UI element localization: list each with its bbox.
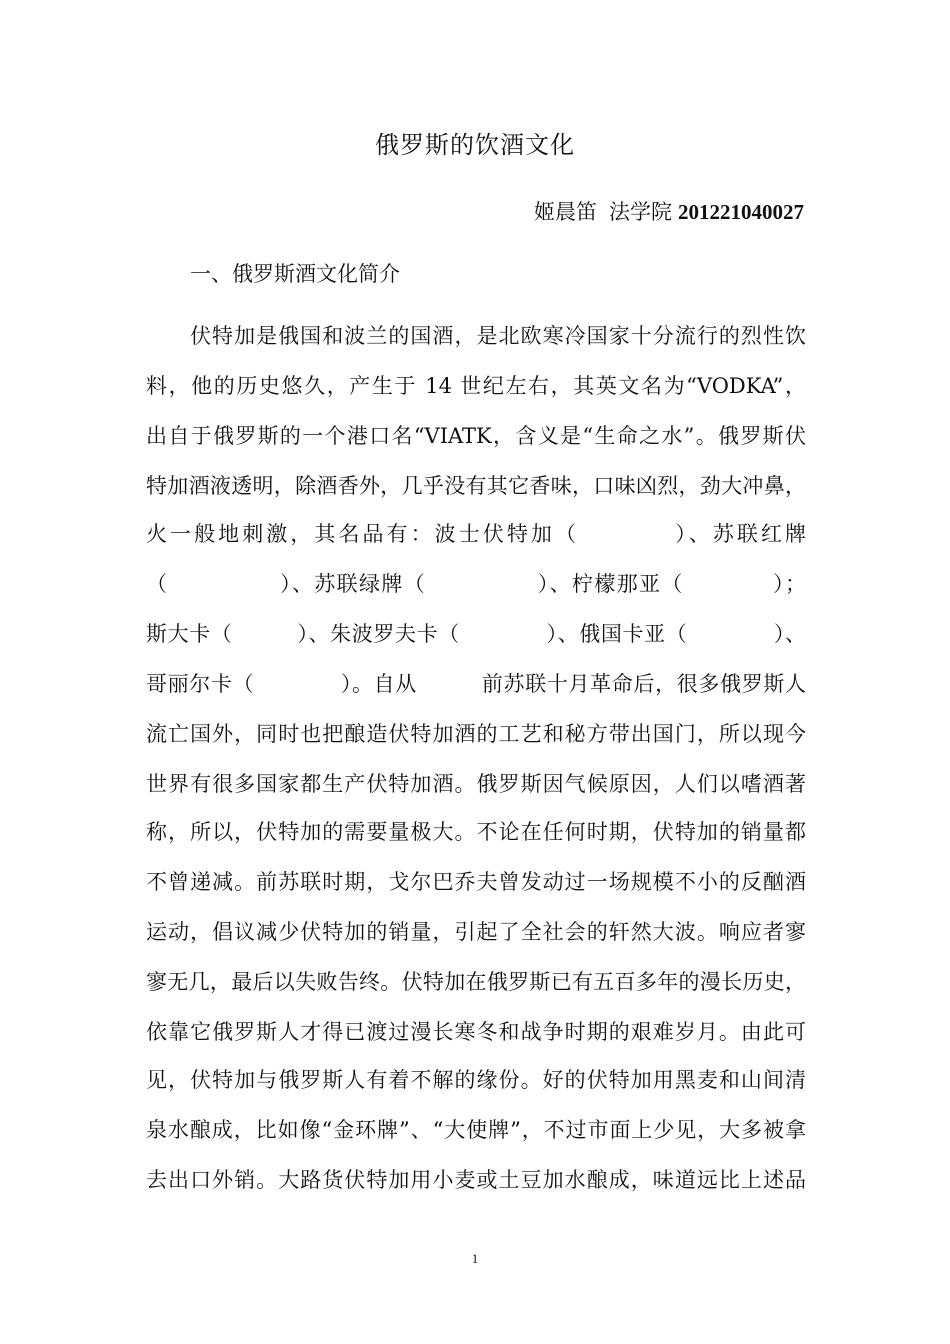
author-student-id: 201221040027 xyxy=(678,200,804,224)
paragraph-line: 特加酒液透明，除酒香外，几乎没有其它香味，口味凶烈，劲大冲鼻， xyxy=(146,474,806,498)
paragraph-line: 依靠它俄罗斯人才得已渡过漫长寒冬和战争时期的艰难岁月。由此可 xyxy=(146,1020,806,1044)
paragraph-line: 泉水酿成，比如像“金环牌”、“大使牌”，不过市面上少见，大多被拿 xyxy=(146,1118,806,1142)
paragraph-line: 料，他的历史悠久，产生于 14 世纪左右，其英文名为“VODKA”， xyxy=(146,374,806,398)
document-title: 俄罗斯的饮酒文化 xyxy=(375,131,575,159)
paragraph-line: 不曾递减。前苏联时期，戈尔巴乔夫曾发动过一场规模不小的反酗酒 xyxy=(146,870,806,894)
paragraph-line: 世界有很多国家都生产伏特加酒。俄罗斯因气候原因，人们以嗜酒著 xyxy=(146,772,806,796)
paragraph-line: 称，所以，伏特加的需要量极大。不论在任何时期，伏特加的销量都 xyxy=(146,820,806,844)
paragraph-line: 流亡国外，同时也把酿造伏特加酒的工艺和秘方带出国门，所以现今 xyxy=(146,722,806,746)
page-number: 1 xyxy=(471,1251,479,1266)
author-name: 姬晨笛 xyxy=(534,200,597,224)
paragraph-line: 寥无几，最后以失败告终。伏特加在俄罗斯已有五百多年的漫长历史， xyxy=(146,970,806,994)
author-school: 法学院 xyxy=(609,200,672,224)
paragraph-line: 火一般地刺激，其名品有：波士伏特加（ ）、苏联红牌 xyxy=(146,522,806,546)
paragraph-line: （ ）、苏联绿牌（ ）、柠檬那亚（ ）； xyxy=(146,572,806,596)
section-heading: 一、俄罗斯酒文化简介 xyxy=(190,262,400,286)
paragraph-line: 去出口外销。大路货伏特加用小麦或土豆加水酿成，味道远比上述品 xyxy=(146,1168,806,1192)
paragraph-line: 出自于俄罗斯的一个港口名“VIATK，含义是“生命之水”。俄罗斯伏 xyxy=(146,424,806,448)
paragraph-line: 见，伏特加与俄罗斯人有着不解的缘份。好的伏特加用黑麦和山间清 xyxy=(146,1068,806,1092)
paragraph-line: 伏特加是俄国和波兰的国酒，是北欧寒冷国家十分流行的烈性饮 xyxy=(190,324,806,348)
paragraph-line: 运动，倡议减少伏特加的销量，引起了全社会的轩然大波。响应者寥 xyxy=(146,920,806,944)
paragraph-line: 哥丽尔卡（ ）。自从 前苏联十月革命后，很多俄罗斯人 xyxy=(146,672,806,696)
author-line xyxy=(534,196,804,228)
paragraph-line: 斯大卡（ ）、朱波罗夫卡（ ）、俄国卡亚（ ）、 xyxy=(146,622,806,646)
